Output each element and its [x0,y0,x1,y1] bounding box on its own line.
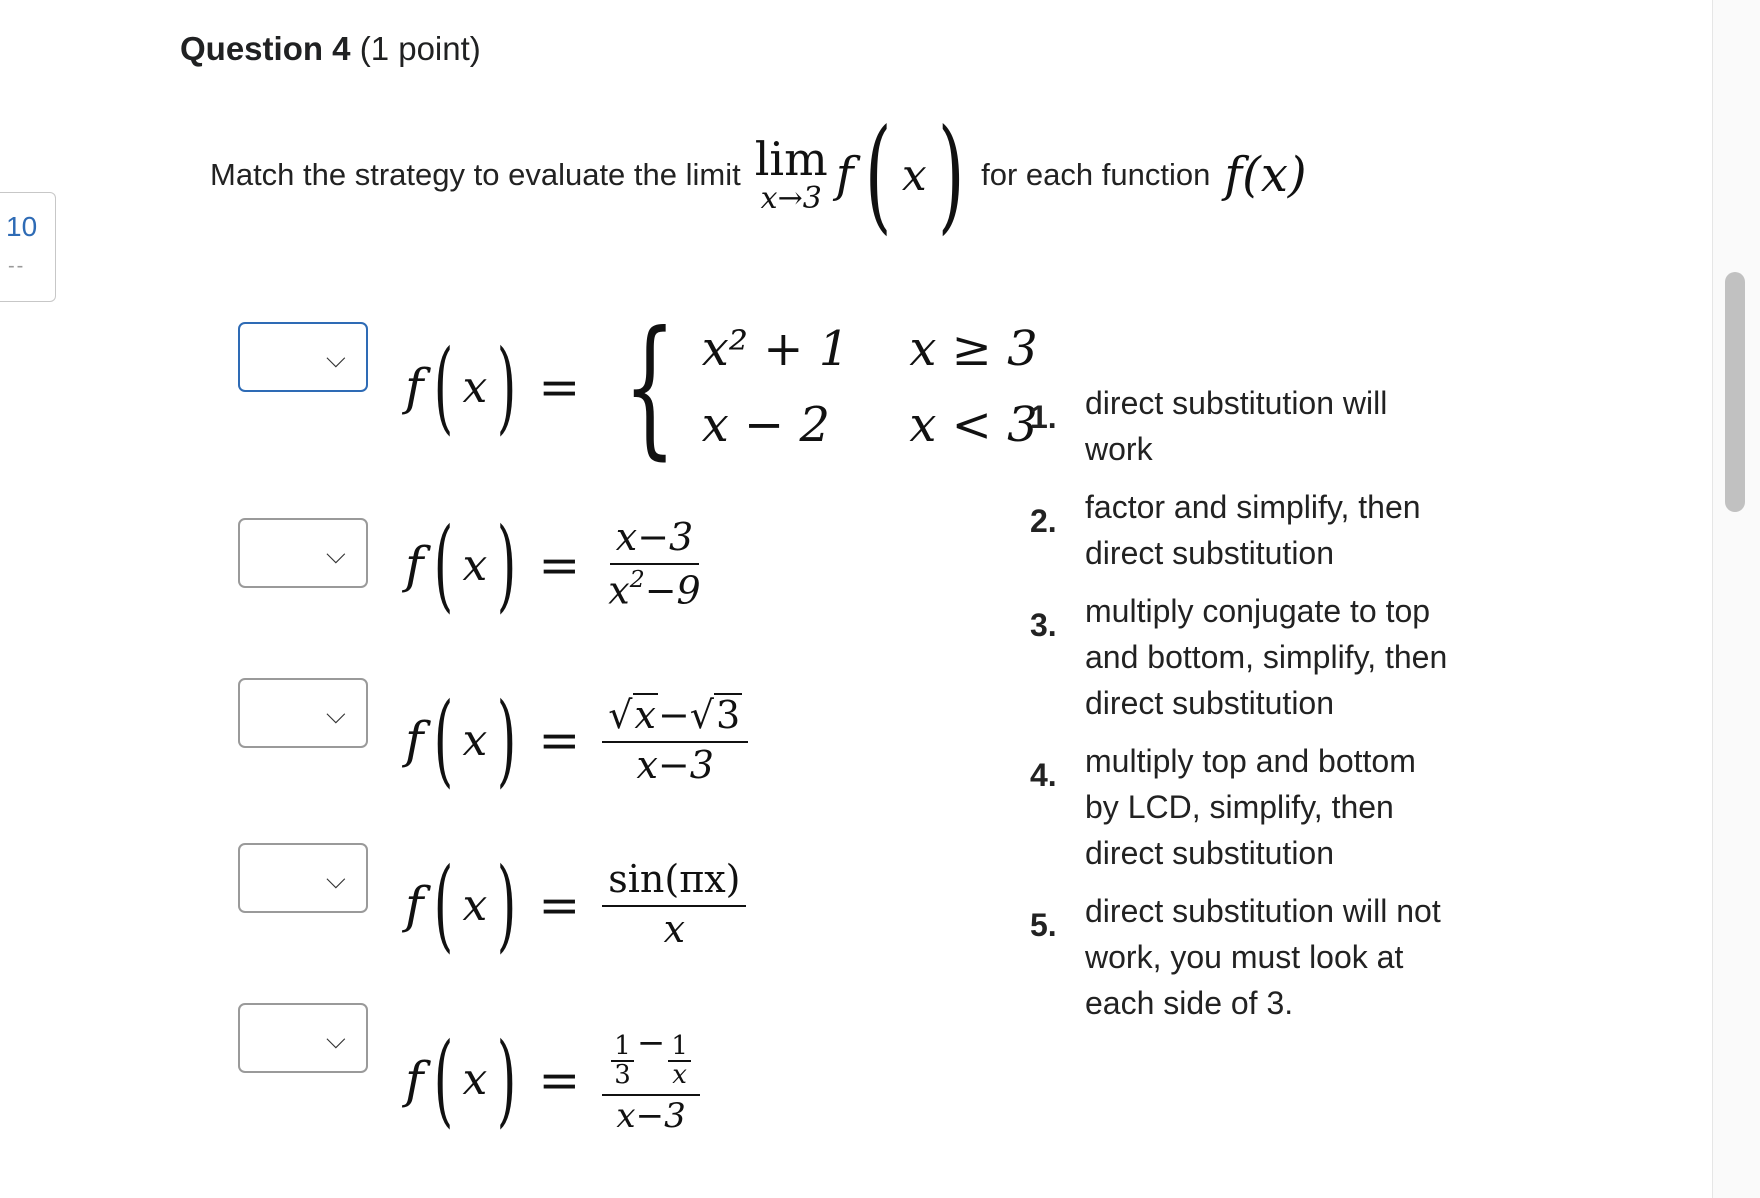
paren: ( [433,328,453,445]
fraction [602,517,706,612]
radicand-2: 3 [716,693,741,738]
function-f: f [405,536,424,594]
paren: ) [497,1020,517,1138]
strategy-option-1 [1030,380,1450,472]
strategy-option-2 [1030,484,1450,576]
radicand-1: x [634,693,656,738]
question-number: Question 4 [180,30,351,67]
prompt-fx: f(x) [1224,147,1307,203]
question-nav-tab[interactable] [0,192,56,302]
paren: ( [433,846,453,963]
equals-sign: = [538,876,581,934]
left-paren: ( [864,103,892,247]
option-number: 5. [1030,907,1057,943]
limit-label: lim [754,132,828,186]
question-points: (1 point) [359,30,481,67]
function-3 [405,681,748,798]
fraction-denominator: x−3 [636,743,714,787]
fraction [602,1025,700,1135]
case-1-cond: x ≥ 3 [909,321,1038,377]
fraction [602,693,748,787]
option-text: direct substitution will not work, you must look at each side of 3. [1085,893,1441,1021]
prompt-text-before: Match the strategy to evaluate the limit [210,157,741,192]
question-prompt [210,105,1307,245]
den-exponent: 2 [629,565,645,594]
paren: ) [497,681,517,798]
chevron-down-icon: ⌵ [326,865,346,895]
strategy-option-3 [1030,588,1450,726]
function-f: f [405,1050,424,1109]
prompt-text-after: for each function [981,157,1211,192]
option-number: 1. [1030,399,1057,435]
fraction-numerator: sin(πx) [602,859,746,907]
paren: ) [497,846,517,963]
function-4 [405,846,746,963]
function-x: x [462,539,488,591]
den-base: x [608,568,630,613]
function-5 [405,1020,700,1138]
chevron-down-icon: ⌵ [326,700,346,730]
sub-fraction-1 [611,1033,634,1090]
question-nav-status: -- [8,255,26,277]
fraction-denominator: x−3 [616,1095,686,1136]
sub-den-1: 3 [614,1060,631,1091]
sub-num-1: 1 [611,1033,634,1062]
match-dropdown-4[interactable] [238,843,368,913]
option-number: 2. [1030,503,1057,539]
case-2-expr: x − 2 [701,397,831,453]
function-x: x [462,361,488,413]
limit-operator [754,132,828,216]
function-2 [405,506,707,623]
fraction-numerator: √x−√3 [602,693,748,743]
chevron-down-icon: ⌵ [326,344,346,374]
piecewise-cases [702,321,1038,453]
function-f: f [405,711,424,769]
limit-function-f: f [835,147,854,203]
function-x: x [462,879,488,931]
option-text: multiply conjugate to top and bottom, simplify, then direct substitution [1085,593,1448,721]
limit-function-x: x [901,149,927,201]
strategy-option-4 [1030,738,1450,876]
sub-den-2: x [672,1060,687,1091]
paren: ) [497,328,517,445]
option-number: 3. [1030,607,1057,643]
match-dropdown-1[interactable] [238,322,368,392]
scrollbar-thumb[interactable] [1725,272,1745,512]
paren: ( [433,681,453,798]
sub-num-2: 1 [668,1033,691,1062]
function-1 [405,300,1038,474]
strategy-option-5 [1030,888,1450,1026]
fraction-numerator: x−3 [610,517,699,565]
case-2-cond: x < 3 [909,397,1038,453]
den-rest: −9 [644,568,701,613]
option-number: 4. [1030,757,1057,793]
equals-sign: = [538,536,581,594]
sub-fraction-2 [668,1033,691,1090]
match-dropdown-5[interactable] [238,1003,368,1073]
fraction [602,859,746,951]
option-text: multiply top and bottom by LCD, simplify, then direct substitution [1085,743,1416,871]
limit-subscript: x→3 [760,181,822,216]
option-text: factor and simplify, then direct substitution [1085,489,1421,571]
question-nav-number: 10 [6,211,38,242]
chevron-down-icon: ⌵ [326,540,346,570]
fraction-numerator [602,1025,700,1096]
paren: ( [433,506,453,623]
minus-sign: − [657,693,690,738]
chevron-down-icon: ⌵ [326,1025,346,1055]
function-x: x [462,1054,488,1106]
equals-sign: = [538,711,581,769]
case-1-expr: x² + 1 [701,321,850,377]
function-f: f [405,876,424,934]
equals-sign: = [538,1050,581,1109]
match-dropdown-2[interactable] [238,518,368,588]
equals-sign: = [538,358,581,416]
vertical-scrollbar[interactable] [1712,0,1760,1198]
function-x: x [462,714,488,766]
strategy-options-list [1030,380,1450,1038]
option-text: direct substitution will work [1085,385,1388,467]
match-dropdown-3[interactable] [238,678,368,748]
paren: ) [497,506,517,623]
right-paren: ) [937,103,965,247]
paren: ( [433,1020,453,1138]
fraction-denominator [602,565,706,612]
fraction-denominator: x [663,907,686,951]
minus-sign: − [636,1023,666,1063]
piecewise-brace: { [623,300,677,474]
function-f: f [405,358,424,416]
question-title [180,30,481,68]
